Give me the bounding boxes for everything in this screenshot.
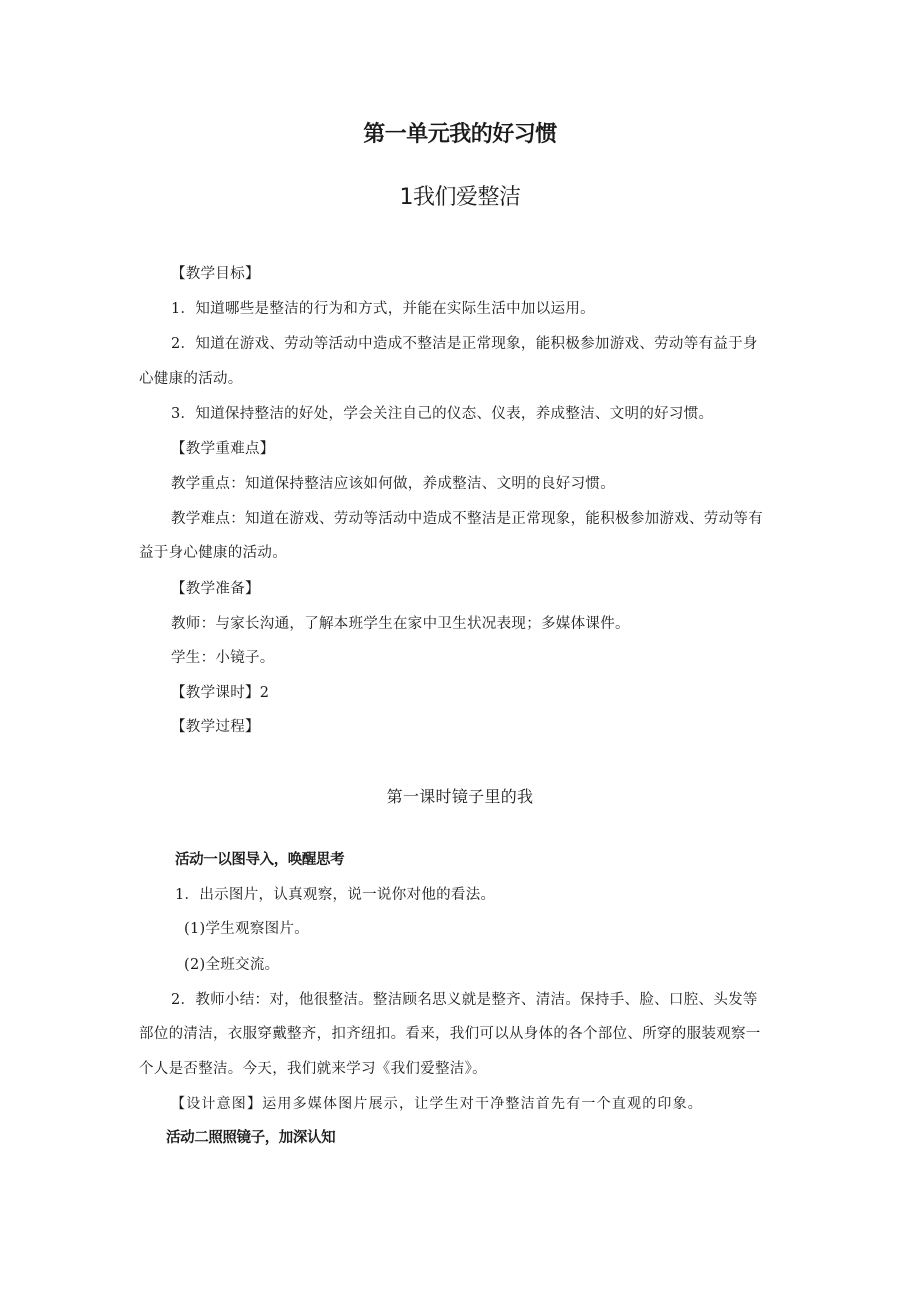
- objective-1: 1．知道哪些是整洁的行为和方式，并能在实际生活中加以运用。: [171, 301, 595, 317]
- summary-line3: 个人是否整洁。今天，我们就来学习《我们爱整洁》。: [139, 1061, 487, 1077]
- objective-2-line1: 2．知道在游戏、劳动等活动中造成不整洁是正常现象，能积极参加游戏、劳动等有益于身: [171, 336, 758, 352]
- lesson-title: 1我们爱整洁: [399, 185, 521, 210]
- activity-1-step-1: 1．出示图片，认真观察，说一说你对他的看法。: [175, 887, 496, 903]
- design-intent: 【设计意图】运用多媒体图片展示，让学生对干净整洁首先有一个直观的印象。: [171, 1096, 703, 1112]
- preparation-heading: 【教学准备】: [171, 581, 260, 597]
- objective-3: 3．知道保持整洁的好处，学会关注自己的仪态、仪表，养成整洁、文明的好习惯。: [171, 406, 714, 422]
- key-points-heading: 【教学重难点】: [171, 441, 275, 457]
- student-preparation: 学生：小镜子。: [171, 650, 275, 666]
- activity-2-title: 活动二照照镜子，加深认知: [166, 1130, 336, 1146]
- teacher-preparation: 教师：与家长沟通，了解本班学生在家中卫生状况表现；多媒体课件。: [171, 616, 630, 632]
- activity-1-sub-1: (1)学生观察图片。: [184, 921, 310, 937]
- activity-1-title: 活动一以图导入，唤醒思考: [175, 852, 345, 868]
- activity-1-sub-2: (2)全班交流。: [184, 957, 280, 973]
- objectives-heading: 【教学目标】: [171, 266, 260, 282]
- teaching-periods: 【教学课时】2: [171, 685, 270, 701]
- difficulty-line1: 教学难点：知道在游戏、劳动等活动中造成不整洁是正常现象，能积极参加游戏、劳动等有: [171, 511, 763, 527]
- period-1-title: 第一课时镜子里的我: [386, 787, 534, 806]
- difficulty-line2: 益于身心健康的活动。: [139, 545, 287, 561]
- key-point: 教学重点：知道保持整洁应该如何做，养成整洁、文明的良好习惯。: [171, 476, 615, 492]
- unit-title: 第一单元我的好习惯: [363, 122, 557, 147]
- process-heading: 【教学过程】: [171, 719, 260, 735]
- objective-2-line2: 心健康的活动。: [139, 371, 243, 387]
- summary-line1: 2．教师小结：对，他很整洁。整洁顾名思义就是整齐、清洁。保持手、脸、口腔、头发等: [171, 992, 758, 1008]
- summary-line2: 部位的清洁，衣服穿戴整齐，扣齐纽扣。看来，我们可以从身体的各个部位、所穿的服装观察一: [139, 1026, 761, 1042]
